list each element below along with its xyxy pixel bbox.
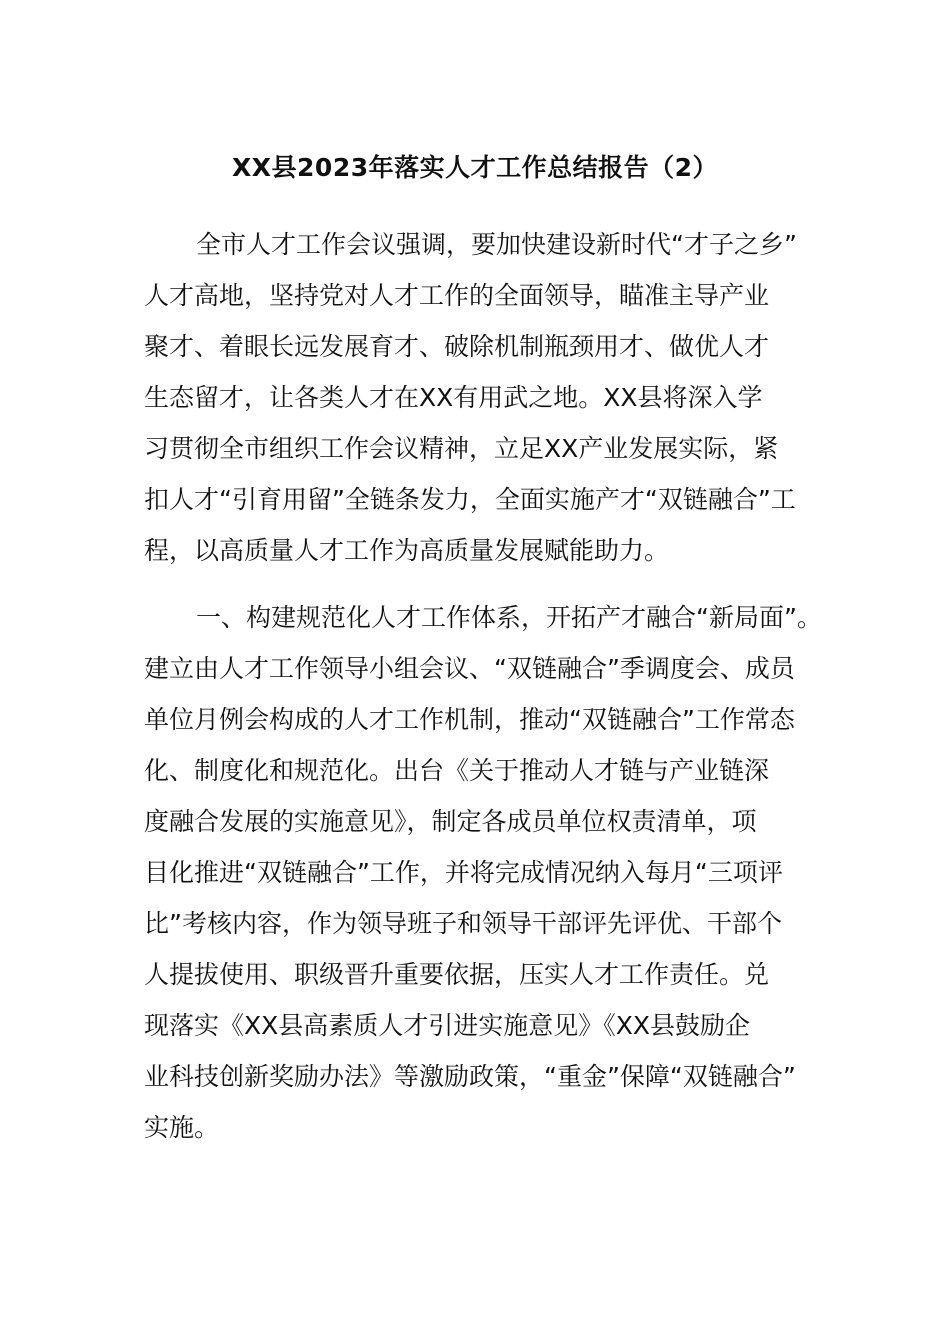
paragraph-line: 一、构建规范化人才工作体系，开拓产才融合“新局面”。	[196, 603, 822, 632]
paragraph-line: 比”考核内容，作为领导班子和领导干部评先评优、干部个	[144, 909, 782, 938]
paragraph-line: 人才高地，坚持党对人才工作的全面领导，瞄准主导产业	[144, 281, 770, 310]
document-title: XX县2023年落实人才工作总结报告（2）	[231, 153, 719, 182]
paragraph-line: 化、制度化和规范化。出台《关于推动人才链与产业链深	[144, 756, 770, 785]
paragraph-line: 度融合发展的实施意见》，制定各成员单位权责清单，项	[144, 807, 757, 836]
paragraph-intro	[144, 219, 824, 576]
paragraph-line: 全市人才工作会议强调，要加快建设新时代“才子之乡”	[196, 230, 797, 259]
paragraph-line: 扣人才“引育用留”全链条发力，全面实施产才“双链融合”工	[144, 485, 796, 514]
paragraph-line: 建立由人才工作领导小组会议、“双链融合”季调度会、成员	[144, 654, 795, 683]
paragraph-line: 实施。	[144, 1113, 220, 1142]
paragraph-line: 程，以高质量人才工作为高质量发展赋能助力。	[144, 536, 670, 565]
paragraph-line: 业科技创新奖励办法》等激励政策，“重金”保障“双链融合”	[144, 1062, 796, 1091]
paragraph-line: 聚才、着眼长远发展育才、破除机制瓶颈用才、做优人才	[144, 332, 770, 361]
paragraph-line: 现落实《XX县高素质人才引进实施意见》《XX县鼓励企	[144, 1011, 751, 1040]
paragraph-line: 生态留才，让各类人才在XX有用武之地。XX县将深入学	[144, 383, 763, 412]
paragraph-section-one	[144, 592, 824, 1153]
paragraph-line: 单位月例会构成的人才工作机制，推动“双链融合”工作常态	[144, 705, 795, 734]
paragraph-line: 目化推进“双链融合”工作，并将完成情况纳入每月“三项评	[144, 858, 783, 887]
paragraph-line: 习贯彻全市组织工作会议精神，立足XX产业发展实际，紧	[144, 434, 779, 463]
paragraph-line: 人提拔使用、职级晋升重要依据，压实人才工作责任。兑	[144, 960, 770, 989]
